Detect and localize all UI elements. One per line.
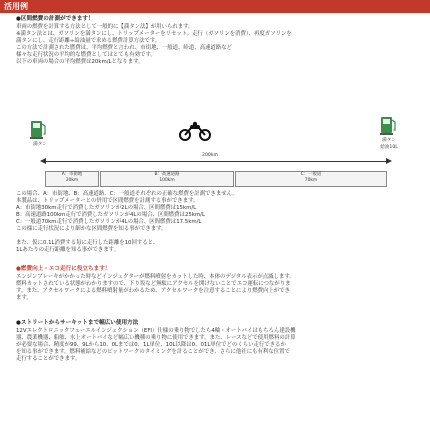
section4-line-4: 走行することができます。: [16, 356, 81, 362]
right-tank-sub: 給油10L: [380, 145, 398, 150]
section4-line-2: が必要な場合、精度が99、9Lから10、0Lまでは0、1L単位、10L以降は0、01L単位でどのくらい走行できるか: [16, 342, 286, 348]
fuel-pump-icon-right: [380, 115, 398, 135]
section2-extra-0: また、仮に0.1L消費する毎に走行した距離を10回すると、: [16, 240, 159, 246]
section3-line-2: す。また、アクセルワークによる燃料噴射量がわかるため、アクセルワークを注意することにより燃費向上ができ: [16, 288, 290, 294]
section2-extra-1: 1Lあたりの走行距離を知る事ができます。: [16, 247, 120, 253]
section2-line-3: B：高速道路100km走行で消費したガソリンが4Lの場合、区間燃費は25km/L: [16, 212, 206, 218]
section3-line-1: 燃料カットされている状態がわかりますので、下り坂など無駄にアクセルを開けないことでエコ運転につながりま: [16, 281, 291, 287]
segment-a-distance: 30km: [65, 178, 79, 183]
left-tank-label: 満タン: [33, 142, 47, 147]
section3-heading: ●燃費向上・エコ走行に役立ちます！: [16, 266, 111, 272]
arrow-right-icon: [386, 158, 392, 164]
segment-a-name: A：市街地: [61, 172, 83, 177]
total-distance: 200km: [202, 153, 218, 158]
section2-line-5: この様に走行状況により細かな区間燃費を知る事ができます。: [16, 226, 167, 232]
total-arrow: [42, 161, 390, 162]
section1-heading: ●区間燃費の計測ができます！: [16, 16, 94, 22]
fuel-pump-icon-left: [30, 119, 48, 139]
section3-line-3: ます。: [16, 295, 32, 301]
segment-c-name: C：一般道: [300, 172, 322, 177]
motorcycle-icon: [178, 121, 212, 141]
section1-line-1: ※満タン法とは、ガソリンを満タンにし、トリップメーターをリセット。走行（ガソリンを消費）、再度ガソリンを: [16, 31, 292, 37]
section1-line-4: 様々な走行状況の平均的な燃費としてはとても有効です。: [16, 52, 156, 58]
right-tank-label: 満タン: [382, 138, 396, 143]
section3-line-0: エンジンブレーキがかかった時などインジェクターが燃料噴射をカットした時、本体のデジタル表示が点滅します。: [16, 274, 295, 280]
section2-line-1: 本製品は、トリップメーターとの併用で区間燃費を計測する事ができます。: [16, 198, 199, 204]
content: [0, 13, 430, 430]
section4-line-3: を知る事ができます。燃料補給などのピットワークのタイミングを計ることができ、さらに他社にも有利な位置で: [16, 349, 290, 355]
segment-c: [235, 171, 387, 187]
section1-line-0: 車両の燃費を計算する方法として一般的に【満タン法】が用いられます。: [16, 24, 194, 30]
page-header: [0, 0, 430, 13]
arrow-left-icon: [40, 158, 46, 164]
section1-line-3: この方法で計測された燃費は、平均燃費と言われ、市街地、一般道、峠道、高速道路など: [16, 45, 232, 51]
header-title: 活用例: [4, 2, 28, 11]
section4-line-1: 器、農業機器、船舶、水上オートバイなど幅広い機種の乗り物に使用できます。また、レースなどで使用燃料の計算: [16, 335, 296, 341]
segment-c-distance: 70km: [304, 178, 318, 183]
section2-line-4: C：一般道70km走行で消費したガソリンが4Lの場合、区間燃費は17.5km/L: [16, 219, 202, 225]
section4-line-0: 12Vエレクトロニックフューエルインジェクション（EFI）仕様の乗り物でしたら4輪・オートバイはもちろん建設機: [16, 328, 296, 334]
section2-line-0: この場合、A：市街地、B：高速道路、C：一般道それぞれの正確な燃費を計測できません。: [16, 191, 238, 197]
segment-b: [100, 171, 234, 187]
section1-line-2: 満タンにし、走行距離÷給油量で求める燃費計算方法です。: [16, 38, 161, 44]
fuel-diagram: [0, 111, 430, 186]
section1-line-5: 以下の車両の場合の平均燃費は20km/Lとなります。: [16, 59, 144, 65]
segment-b-name: B：高速道路: [154, 172, 180, 177]
section4-heading: ●ストリートからサーキットまで幅広い使用方法: [16, 320, 139, 326]
segment-b-distance: 100km: [159, 178, 175, 183]
section2-line-2: A：市街地30km走行で消費したガソリンが2Lの場合、区間燃費は15km/L: [16, 205, 197, 211]
segment-a: [45, 171, 99, 187]
